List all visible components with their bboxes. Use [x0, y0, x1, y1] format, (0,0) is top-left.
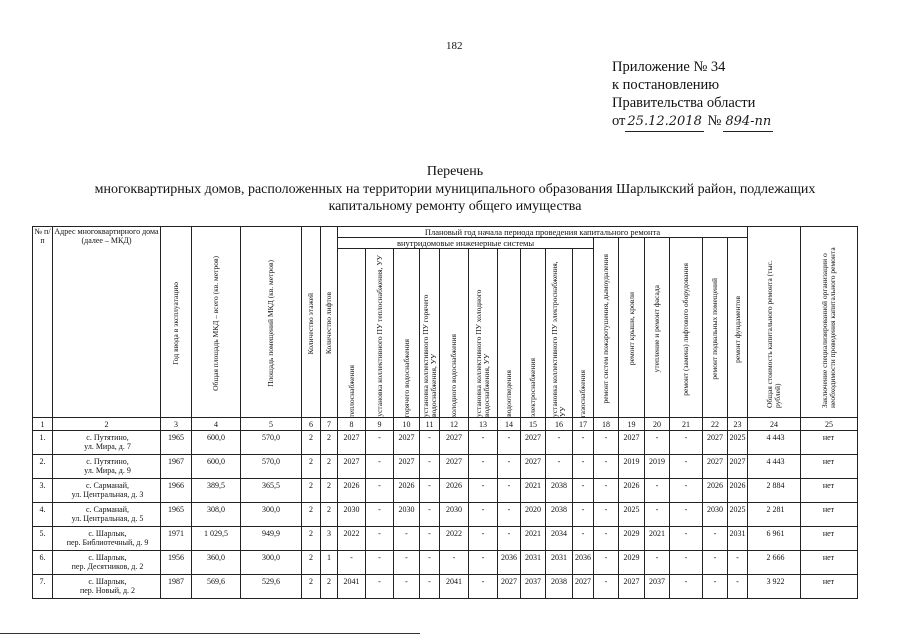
header-col-electricity: электроснабжения [521, 249, 546, 418]
table-cell: 2022 [440, 527, 469, 551]
table-cell: 2 [302, 551, 321, 575]
table-cell: - [546, 431, 573, 455]
row-address [53, 431, 161, 455]
column-number: 24 [748, 418, 801, 431]
table-cell: 2020 [521, 503, 546, 527]
table-cell: - [594, 479, 619, 503]
table-cell: - [469, 575, 498, 599]
table-cell: 2026 [440, 479, 469, 503]
table-cell: - [594, 575, 619, 599]
column-numbering-row [33, 418, 858, 431]
table-cell: 2038 [546, 575, 573, 599]
table-cell: - [594, 527, 619, 551]
table-cell: - [366, 455, 394, 479]
header-col-heating-meter: установка коллективного ПУ теплоснабжения, УУ [366, 249, 394, 418]
table-cell: - [440, 551, 469, 575]
ot-label: от [612, 113, 626, 129]
table-cell: 2036 [573, 551, 594, 575]
table-cell: - [420, 503, 440, 527]
table-row [33, 551, 858, 575]
table-cell: - [594, 455, 619, 479]
table-cell: 2027 [440, 455, 469, 479]
table-cell: 2027 [619, 575, 645, 599]
row-number: 4. [33, 503, 53, 527]
annex-line-3: Правительства области [612, 95, 756, 111]
column-number: 12 [440, 418, 469, 431]
header-col-hot-water-meter: установка коллективного ПУ горячего водоснабжения, УУ [420, 249, 440, 418]
table-cell: 2036 [498, 551, 521, 575]
table-cell: нет [801, 551, 858, 575]
table-cell: 2 [321, 455, 338, 479]
column-number: 8 [338, 418, 366, 431]
row-address [53, 455, 161, 479]
table-cell: 2030 [440, 503, 469, 527]
row-number: 6. [33, 551, 53, 575]
table-cell: 2 [321, 503, 338, 527]
table-cell: 2 [302, 431, 321, 455]
table-cell: 2037 [521, 575, 546, 599]
table-cell: - [645, 551, 670, 575]
address-locality: с. Шарлык, [88, 577, 127, 586]
header-total-cost: Общая стоимость капитального ремонта (тыс. рублей) [748, 227, 801, 418]
table-cell: - [469, 431, 498, 455]
table-cell: 2027 [521, 431, 546, 455]
table-cell: 2 [302, 527, 321, 551]
title-main: Перечень [426, 164, 484, 179]
table-cell: 2029 [619, 527, 645, 551]
header-col-foundation: ремонт фундаментов [728, 238, 748, 418]
table-row [33, 431, 858, 455]
table-cell: 2027 [703, 431, 728, 455]
table-cell: - [420, 551, 440, 575]
table-cell: 2030 [338, 503, 366, 527]
title-line-2: многоквартирных домов, расположенных на территории муниципального образования Шарлыкский район, подлежащих [94, 182, 816, 197]
table-cell: - [670, 575, 703, 599]
header-col-sewerage: водоотведения [498, 249, 521, 418]
address-street: ул. Центральная, д. 3 [71, 490, 144, 499]
row-address [53, 551, 161, 575]
table-cell: 529,6 [241, 575, 302, 599]
table-cell: - [594, 503, 619, 527]
table-cell: - [703, 527, 728, 551]
row-number: 3. [33, 479, 53, 503]
table-cell: 1 029,5 [192, 527, 241, 551]
table-cell: - [594, 431, 619, 455]
header-col-basement: ремонт подвальных помещений [703, 238, 728, 418]
table-cell: 2021 [521, 479, 546, 503]
table-cell: - [573, 479, 594, 503]
table-cell: 2021 [645, 527, 670, 551]
column-number: 19 [619, 418, 645, 431]
table-cell: 2031 [728, 527, 748, 551]
header-col-cold-water: холодного водоснабжения [440, 249, 469, 418]
table-cell: - [469, 503, 498, 527]
header-engineering-group: внутридомовые инженерные системы [338, 238, 594, 249]
column-number: 7 [321, 418, 338, 431]
table-cell: 2037 [645, 575, 670, 599]
table-cell: - [498, 455, 521, 479]
table-cell: 2027 [573, 575, 594, 599]
header-planned-year-group: Плановый год начала периода проведения капитального ремонта [338, 227, 748, 238]
row-address [53, 503, 161, 527]
housing-repair-table [32, 226, 858, 599]
table-cell: - [573, 503, 594, 527]
table-cell: 2030 [703, 503, 728, 527]
header-col-facade: утепление и ремонт фасада [645, 238, 670, 418]
table-cell: - [645, 431, 670, 455]
table-cell: 2 884 [748, 479, 801, 503]
header-col-heating: теплоснабжения [338, 249, 366, 418]
table-cell: - [703, 575, 728, 599]
column-number: 25 [801, 418, 858, 431]
header-address: Адрес многоквартирного дома (далее – МКД) [53, 227, 161, 418]
table-cell: - [594, 551, 619, 575]
table-cell: 2026 [728, 479, 748, 503]
table-cell: 2 [321, 575, 338, 599]
table-cell: 6 961 [748, 527, 801, 551]
header-room-area: Площадь помещений МКД (кв. метров) [241, 227, 302, 418]
table-cell: 2027 [394, 431, 420, 455]
column-number: 9 [366, 418, 394, 431]
table-cell: - [366, 551, 394, 575]
table-cell: 2030 [394, 503, 420, 527]
handwritten-date: 25.12.2018 [625, 113, 703, 132]
table-cell: 600,0 [192, 455, 241, 479]
table-cell: 570,0 [241, 431, 302, 455]
table-cell: 360,0 [192, 551, 241, 575]
table-cell: 2 [321, 431, 338, 455]
header-elevators: Количество лифтов [321, 227, 338, 418]
table-cell: 949,9 [241, 527, 302, 551]
table-cell: 2031 [521, 551, 546, 575]
table-cell: нет [801, 575, 858, 599]
table-cell: 1 [321, 551, 338, 575]
table-cell: 3 [321, 527, 338, 551]
table-cell: 2022 [338, 527, 366, 551]
address-street: ул. Мира, д. 9 [84, 466, 131, 475]
table-cell: 2027 [728, 455, 748, 479]
table-cell: 2026 [338, 479, 366, 503]
header-col-fire: ремонт систем пожаротушения, дымоудаления [594, 238, 619, 418]
table-cell: 2 [321, 479, 338, 503]
row-number: 1. [33, 431, 53, 455]
column-number: 5 [241, 418, 302, 431]
table-cell: 2041 [440, 575, 469, 599]
table-cell: 2026 [394, 479, 420, 503]
table-cell: 2027 [521, 455, 546, 479]
table-cell: - [728, 575, 748, 599]
row-number: 7. [33, 575, 53, 599]
address-locality: с. Сарманай, [86, 481, 129, 490]
document-title [40, 163, 870, 215]
table-cell: - [366, 527, 394, 551]
table-cell: - [420, 431, 440, 455]
table-cell: - [573, 527, 594, 551]
table-cell: - [366, 503, 394, 527]
header-col-elevator-equipment: ремонт (замена) лифтового оборудования [670, 238, 703, 418]
table-cell: 1987 [161, 575, 192, 599]
table-cell: 2041 [338, 575, 366, 599]
table-cell: 1965 [161, 431, 192, 455]
table-cell: нет [801, 479, 858, 503]
table-cell: - [546, 455, 573, 479]
table-cell: нет [801, 431, 858, 455]
column-number: 14 [498, 418, 521, 431]
column-number: 3 [161, 418, 192, 431]
table-cell: нет [801, 455, 858, 479]
table-cell: 2021 [521, 527, 546, 551]
table-cell: 2027 [440, 431, 469, 455]
table-cell: - [420, 575, 440, 599]
address-locality: с. Путятино, [86, 457, 129, 466]
table-cell: 2027 [338, 455, 366, 479]
table-cell: 1966 [161, 479, 192, 503]
table-row [33, 503, 858, 527]
table-cell: - [469, 527, 498, 551]
table-cell: - [338, 551, 366, 575]
table-cell: 2 [302, 455, 321, 479]
annex-date-line [612, 112, 773, 132]
table-cell: - [670, 479, 703, 503]
header-col-cold-water-meter: установка коллективного ПУ холодного водоснабжения, УУ [469, 249, 498, 418]
column-number: 10 [394, 418, 420, 431]
table-cell: - [645, 479, 670, 503]
table-cell: 2 281 [748, 503, 801, 527]
address-locality: с. Шарлык, [88, 529, 127, 538]
column-number: 15 [521, 418, 546, 431]
table-cell: - [366, 575, 394, 599]
column-number: 21 [670, 418, 703, 431]
header-col-gas: газоснабжения [573, 249, 594, 418]
table-cell: 2 [302, 503, 321, 527]
table-cell: 2027 [703, 455, 728, 479]
table-cell: - [573, 455, 594, 479]
address-street: пер. Новый, д. 2 [79, 586, 136, 595]
address-locality: с. Шарлык, [88, 553, 127, 562]
table-cell: 389,5 [192, 479, 241, 503]
bottom-rule [0, 633, 420, 634]
table-cell: 2038 [546, 479, 573, 503]
table-cell: 570,0 [241, 455, 302, 479]
handwritten-number: 894-пп [723, 113, 773, 132]
column-number: 13 [469, 418, 498, 431]
table-cell: 2031 [546, 551, 573, 575]
column-number: 11 [420, 418, 440, 431]
table-cell: 308,0 [192, 503, 241, 527]
column-number: 1 [33, 418, 53, 431]
column-number: 22 [703, 418, 728, 431]
table-cell: 2027 [498, 575, 521, 599]
row-number: 5. [33, 527, 53, 551]
number-label: № [707, 113, 722, 129]
table-cell: 2 [302, 479, 321, 503]
table-cell: - [420, 479, 440, 503]
annex-line-2: к постановлению [612, 77, 720, 93]
column-number: 2 [53, 418, 161, 431]
table-cell: 4 443 [748, 455, 801, 479]
row-number: 2. [33, 455, 53, 479]
table-cell: - [728, 551, 748, 575]
table-cell: - [573, 431, 594, 455]
column-number: 18 [594, 418, 619, 431]
header-no: № п/п [33, 227, 53, 418]
table-row [33, 527, 858, 551]
table-cell: - [498, 431, 521, 455]
table-cell: 2 666 [748, 551, 801, 575]
table-cell: 2026 [703, 479, 728, 503]
address-street: пер. Библиотечный, д. 9 [66, 538, 149, 547]
address-locality: с. Сарманай, [86, 505, 129, 514]
column-number: 16 [546, 418, 573, 431]
table-cell: - [498, 527, 521, 551]
table-cell: - [420, 455, 440, 479]
header-col-roof: ремонт крыши, кровли [619, 238, 645, 418]
table-cell: - [394, 551, 420, 575]
table-row [33, 479, 858, 503]
column-number: 6 [302, 418, 321, 431]
table-cell: 600,0 [192, 431, 241, 455]
table-cell: - [670, 527, 703, 551]
table-cell: - [670, 551, 703, 575]
table-cell: 2038 [546, 503, 573, 527]
table-cell: - [703, 551, 728, 575]
table-cell: 300,0 [241, 551, 302, 575]
address-street: ул. Центральная, д. 5 [71, 514, 144, 523]
table-cell: 2 [302, 575, 321, 599]
header-col-hot-water: горячего водоснабжения [394, 249, 420, 418]
column-number: 17 [573, 418, 594, 431]
header-year-built: Год ввода в эксплуатацию [161, 227, 192, 418]
table-cell: 2027 [619, 431, 645, 455]
row-address [53, 479, 161, 503]
table-cell: - [498, 479, 521, 503]
table-cell: - [394, 527, 420, 551]
table-cell: 1965 [161, 503, 192, 527]
header-col-electricity-meter: установка коллективного ПУ электроснабжения, УУ [546, 249, 573, 418]
table-cell: 1956 [161, 551, 192, 575]
table-cell: 2027 [394, 455, 420, 479]
table-cell: - [394, 575, 420, 599]
table-cell: 365,5 [241, 479, 302, 503]
table-cell: - [498, 503, 521, 527]
table-cell: 1971 [161, 527, 192, 551]
table-cell: 1967 [161, 455, 192, 479]
table-cell: 2034 [546, 527, 573, 551]
table-cell: нет [801, 503, 858, 527]
table-cell: 2025 [619, 503, 645, 527]
page-number: 182 [446, 40, 463, 52]
table-cell: 2025 [728, 503, 748, 527]
row-address [53, 527, 161, 551]
address-street: пер. Десятников, д. 2 [71, 562, 144, 571]
table-cell: 2026 [619, 479, 645, 503]
table-cell: - [420, 527, 440, 551]
header-total-area: Общая площадь МКД – всего (кв. метров) [192, 227, 241, 418]
table-cell: 4 443 [748, 431, 801, 455]
table-cell: - [469, 479, 498, 503]
header-conclusion: Заключение специализированной организации о необходимости проведения капитального ремонта [801, 227, 858, 418]
table-cell: - [366, 431, 394, 455]
annex-block [612, 58, 773, 132]
address-street: ул. Мира, д. 7 [84, 442, 131, 451]
table-cell: 2019 [619, 455, 645, 479]
table-cell: 2025 [728, 431, 748, 455]
header-floors: Количество этажей [302, 227, 321, 418]
table-cell: 3 922 [748, 575, 801, 599]
table-cell: - [469, 551, 498, 575]
table-row [33, 575, 858, 599]
table-cell: нет [801, 527, 858, 551]
table-cell: - [670, 431, 703, 455]
table-cell: - [645, 503, 670, 527]
column-number: 23 [728, 418, 748, 431]
table-cell: - [366, 479, 394, 503]
table-cell: - [670, 455, 703, 479]
table-cell: - [670, 503, 703, 527]
annex-line-1: Приложение № 34 [612, 59, 726, 75]
column-number: 20 [645, 418, 670, 431]
table-cell: 2019 [645, 455, 670, 479]
column-number: 4 [192, 418, 241, 431]
title-line-3: капитальному ремонту общего имущества [328, 199, 582, 214]
table-cell: 569,6 [192, 575, 241, 599]
table-cell: 2027 [338, 431, 366, 455]
table-cell: 300,0 [241, 503, 302, 527]
table-cell: - [469, 455, 498, 479]
address-locality: с. Путятино, [86, 433, 129, 442]
row-address [53, 575, 161, 599]
table-cell: 2029 [619, 551, 645, 575]
table-row [33, 455, 858, 479]
